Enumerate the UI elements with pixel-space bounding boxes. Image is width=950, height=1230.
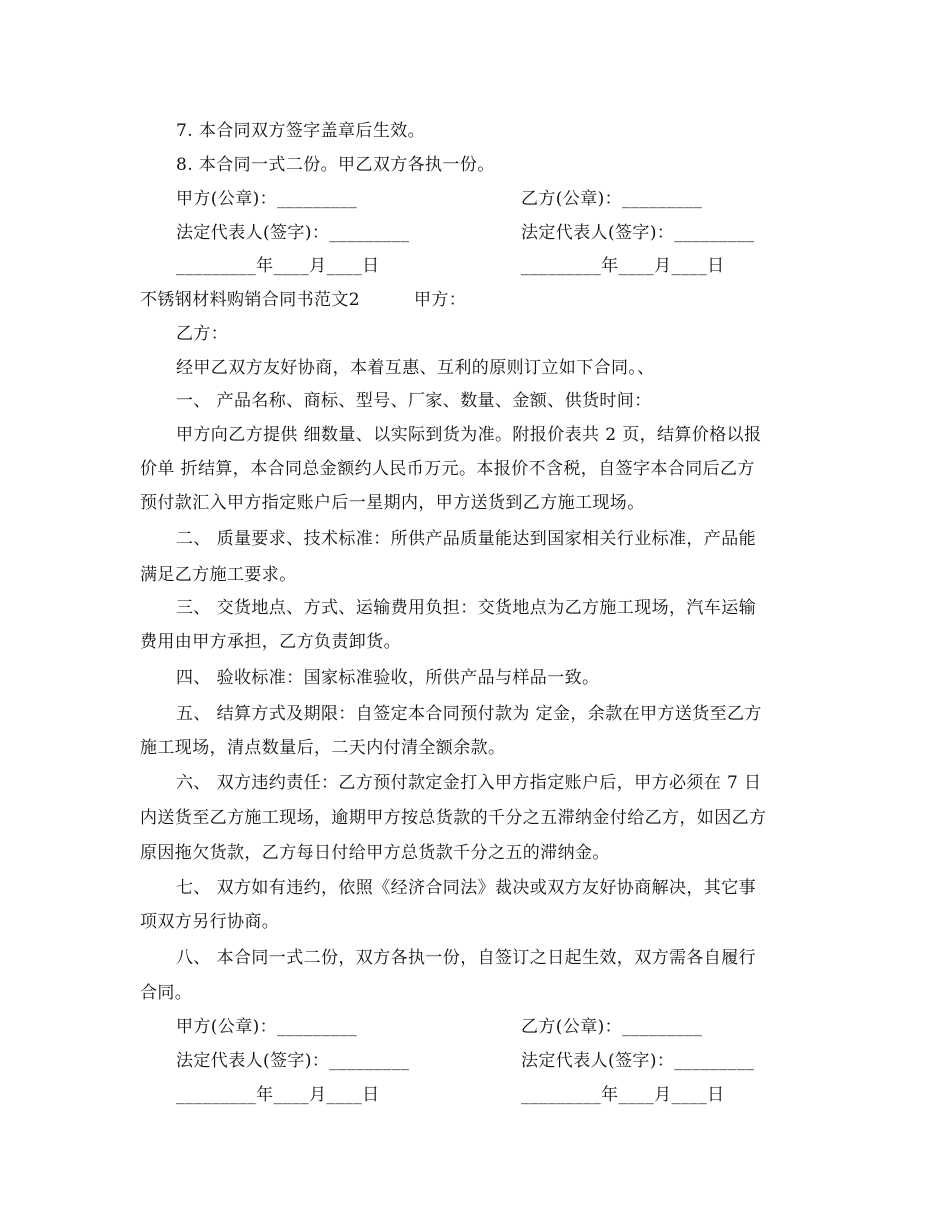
section-7-line-2: 项双方另行协商。 xyxy=(140,912,280,932)
party-a-representative: 法定代表人(签字)：_________ xyxy=(176,223,410,243)
section-4: 四、 验收标准：国家标准验收，所供产品与样品一致。 xyxy=(176,668,600,688)
section-5-line-1: 五、 结算方式及期限：自签定本合同预付款为 定金，余款在甲方送货至乙方 xyxy=(176,704,762,724)
section-3-line-2: 费用由甲方承担，乙方负责卸货。 xyxy=(140,632,401,652)
section-1-line-3: 预付款汇入甲方指定账户后一星期内，甲方送货到乙方施工现场。 xyxy=(140,493,645,513)
party-b-date: _________年____月____日 xyxy=(521,256,725,276)
party-a-date-2: _________年____月____日 xyxy=(176,1085,380,1105)
party-b-representative-2: 法定代表人(签字)：_________ xyxy=(521,1051,755,1071)
section-2-line-2: 满足乙方施工要求。 xyxy=(140,565,297,585)
clause-8: 8. 本合同一式二份。甲乙双方各执一份。 xyxy=(176,155,495,175)
section-6-line-1: 六、 双方违约责任：乙方预付款定金打入甲方指定账户后，甲方必须在 7 日 xyxy=(176,773,762,793)
section-5-line-2: 施工现场，清点数量后，二天内付清全额余款。 xyxy=(140,738,506,758)
intro-paragraph: 经甲乙双方友好协商，本着互惠、互利的原则订立如下合同。、 xyxy=(176,358,655,378)
party-b-seal-2: 乙方(公章)：_________ xyxy=(521,1017,703,1037)
section-1-heading: 一、 产品名称、商标、型号、厂家、数量、金额、供货时间： xyxy=(176,391,652,411)
clause-7: 7. 本合同双方签字盖章后生效。 xyxy=(176,121,426,141)
section-8-line-1: 八、 本合同一式二份，双方各执一份，自签订之日起生效，双方需各自履行 xyxy=(176,948,757,968)
section-1-line-1: 甲方向乙方提供 细数量、以实际到货为准。附报价表共 2 页，结算价格以报 xyxy=(176,425,762,445)
party-b-representative: 法定代表人(签字)：_________ xyxy=(521,223,755,243)
party-b-seal: 乙方(公章)：_________ xyxy=(521,189,703,209)
section-7-line-1: 七、 双方如有违约，依照《经济合同法》裁决或双方友好协商解决，其它事 xyxy=(176,878,757,898)
section-6-line-2: 内送货至乙方施工现场，逾期甲方按总货款的千分之五滞纳金付给乙方，如因乙方 xyxy=(140,808,767,828)
section-2-line-1: 二、 质量要求、技术标准：所供产品质量能达到国家相关行业标准，产品能 xyxy=(176,529,757,549)
document-title: 不锈钢材料购销合同书范文2 xyxy=(140,290,361,310)
section-3-line-1: 三、 交货地点、方式、运输费用负担：交货地点为乙方施工现场，汽车运输 xyxy=(176,598,757,618)
party-a-representative-2: 法定代表人(签字)：_________ xyxy=(176,1051,410,1071)
section-8-line-2: 合同。 xyxy=(140,983,193,1003)
party-a-label: 甲方： xyxy=(414,290,467,310)
party-b-date-2: _________年____月____日 xyxy=(521,1085,725,1105)
section-6-line-3: 原因拖欠货款，乙方每日付给甲方总货款千分之五的滞纳金。 xyxy=(140,843,610,863)
section-1-line-2: 价单 折结算，本合同总金额约人民币万元。本报价不含税，自签字本合同后乙方 xyxy=(140,459,755,479)
party-a-seal: 甲方(公章)：_________ xyxy=(176,189,358,209)
party-b-label: 乙方： xyxy=(176,324,229,344)
party-a-seal-2: 甲方(公章)：_________ xyxy=(176,1017,358,1037)
party-a-date: _________年____月____日 xyxy=(176,256,380,276)
